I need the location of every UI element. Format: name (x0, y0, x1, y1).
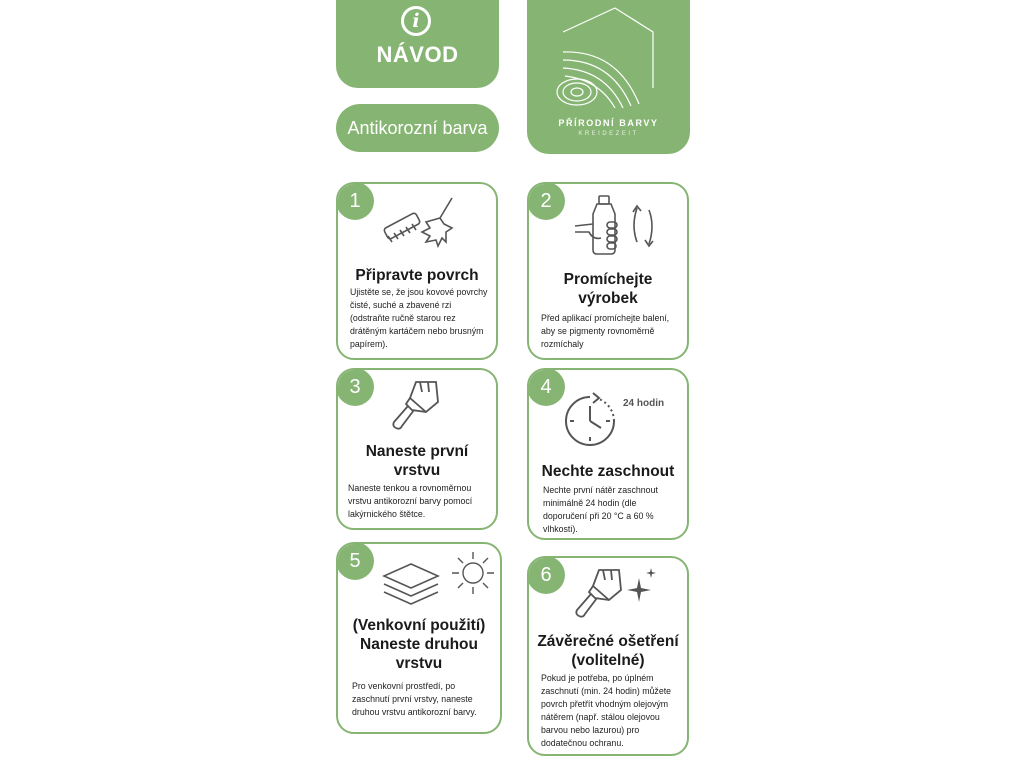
wood-house-logo-icon (527, 0, 690, 120)
step-title: Závěrečné ošetření (volitelné) (537, 633, 679, 669)
logo-name: PŘÍRODNÍ BARVY (558, 118, 659, 128)
paint-brush-icon (569, 564, 631, 626)
logo-subname: KREIDEZEIT (578, 131, 639, 137)
step-card-4 (527, 368, 689, 540)
step-card-5 (336, 542, 502, 734)
logo (527, 0, 690, 154)
step-number-badge: 5 (336, 542, 374, 580)
feather-duster-icon (416, 192, 460, 252)
info-icon: i (401, 6, 431, 36)
sparkle-icon (627, 566, 657, 604)
step-text: Pokud je potřeba, po úplném zaschnutí (min. 24 hodin) můžete povrch přetřít vhodným olejovým nátěrem (např. stálou olejovou barvou nebo lazurou) pro dodatečnou ochranu. (541, 673, 672, 748)
product-name: Antikorozní barva (336, 104, 499, 152)
page-title: NÁVOD (376, 42, 459, 67)
step-text: Ujistěte se, že jsou kovové povrchy čisté, suché a zbavené rzi (odstraňte ručně starou rez drátěným kartáčem nebo brusným papírem). (350, 287, 488, 349)
step-number-badge: 4 (527, 368, 565, 406)
step-text: Nechte první nátěr zaschnout minimálně 24 hodin (dle doporučení při 20 °C a 60 % vlhkosti). (543, 485, 658, 534)
header-box (336, 0, 499, 88)
sun-icon (450, 550, 496, 596)
clock-icon (559, 390, 621, 452)
step-card-2 (527, 182, 689, 360)
paint-brush-icon (386, 376, 448, 436)
step-card-6 (527, 556, 689, 756)
step-number-badge: 2 (527, 182, 565, 220)
step-number-badge: 1 (336, 182, 374, 220)
layers-icon (380, 558, 442, 614)
drying-time-label: 24 hodin (623, 398, 665, 409)
step-card-3 (336, 368, 498, 530)
step-card-1 (336, 182, 498, 360)
step-title: Naneste první vrstvu (365, 443, 469, 479)
step-title: (Venkovní použití) Naneste druhou vrstvu (352, 617, 486, 672)
step-title: Nechte zaschnout (541, 463, 675, 480)
step-text: Před aplikací promíchejte balení, aby se pigmenty rovnoměrně rozmíchaly (541, 313, 670, 349)
step-text: Pro venkovní prostředí, po zaschnutí první vrstvy, naneste druhou vrstvu antikorozní barvy. (352, 681, 477, 717)
step-number-badge: 6 (527, 556, 565, 594)
shake-arrows-icon (629, 198, 659, 254)
hand-bottle-icon (571, 192, 631, 258)
step-text: Naneste tenkou a rovnoměrnou vrstvu antikorozní barvy pomocí lakýrnického štětce. (348, 483, 473, 519)
step-title: Promíchejte výrobek (563, 271, 653, 307)
step-title: Připravte povrch (355, 267, 479, 284)
step-number-badge: 3 (336, 368, 374, 406)
